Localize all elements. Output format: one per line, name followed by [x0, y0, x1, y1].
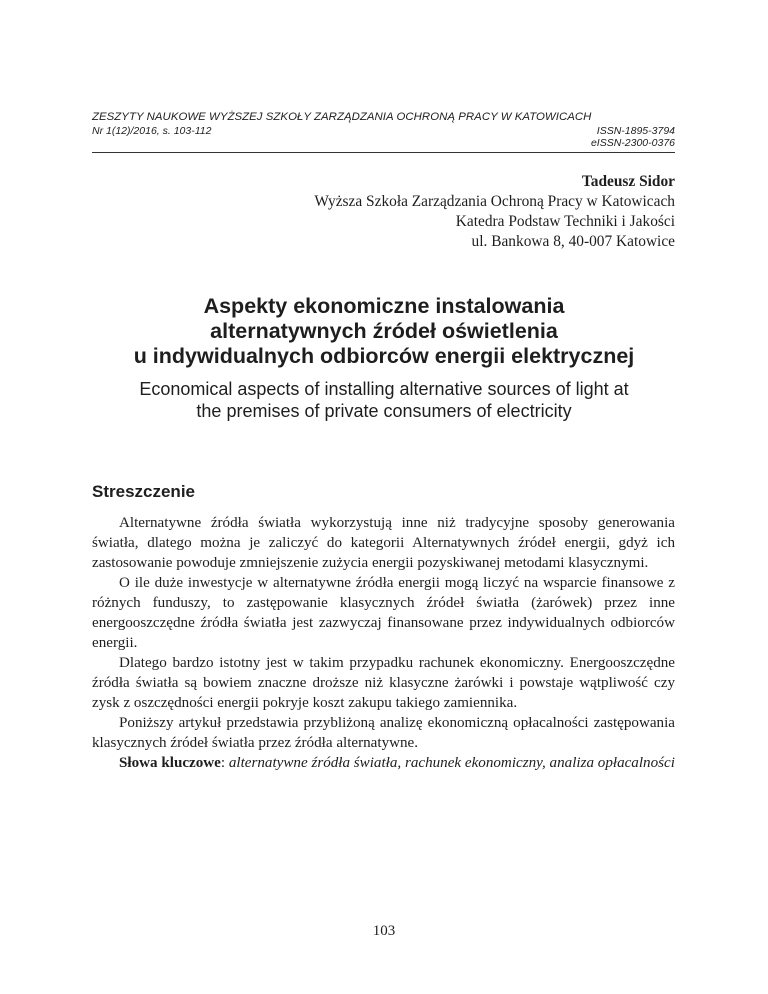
abstract-heading: Streszczenie [92, 482, 195, 501]
issn: ISSN-1895-3794 [596, 125, 675, 137]
abstract-paragraph: Poniższy artykuł przedstawia przybliżoną analizę ekonomiczną opłacalności zastępowania klasycznych źródeł światła przez źródła alternatywne. [92, 715, 675, 751]
header-divider [92, 152, 675, 153]
keywords-separator: : [220, 755, 229, 771]
keywords-text: alternatywne źródła światła, rachunek ekonomiczny, analiza opłacalności [228, 755, 675, 771]
abstract-paragraph: O ile duże inwestycje w alternatywne źródła energii mogą liczyć na wsparcie finansowe z różnych funduszy, to zastępowanie klasycznych źródeł światła (żarówek) przez inne energooszczędne źródła światła jest zazwyczaj finansowane przez indywidualnych odbiorców energii. [92, 575, 675, 651]
abstract-body [92, 513, 675, 773]
keywords-label: Słowa kluczowe [119, 755, 221, 771]
journal-title: ZESZYTY NAUKOWE WYŻSZEJ SZKOŁY ZARZĄDZANIA OCHRONĄ PRACY W KATOWICACH [92, 111, 592, 123]
title-line: Economical aspects of installing alternative sources of light at [139, 379, 629, 399]
page-number: 103 [372, 923, 396, 939]
eissn: eISSN-2300-0376 [590, 137, 675, 149]
title-line: the premises of private consumers of electricity [196, 401, 572, 421]
article-title-english [60, 378, 708, 422]
author-name: Tadeusz Sidor [581, 173, 675, 190]
title-line: alternatywnych źródeł oświetlenia [210, 319, 558, 343]
issue-info: Nr 1(12)/2016, s. 103-112 [92, 125, 212, 137]
title-line: Aspekty ekonomiczne instalowania [203, 294, 565, 318]
title-line: u indywidualnych odbiorców energii elektrycznej [133, 344, 635, 368]
issue-meta-row [92, 125, 675, 137]
author-block [314, 172, 675, 252]
author-affiliation: Wyższa Szkoła Zarządzania Ochroną Pracy w Katowicach [314, 193, 675, 210]
abstract-paragraph: Dlatego bardzo istotny jest w takim przypadku rachunek ekonomiczny. Energooszczędne źródła światła są bowiem znaczne droższe niż klasyczne żarówki i powstaje wątpliwość czy zysk z oszczędności energii pokryje koszt zakupu takiego zamiennika. [92, 655, 675, 711]
author-department: Katedra Podstaw Techniki i Jakości [455, 213, 675, 230]
keywords-line [92, 753, 675, 773]
article-title-polish [60, 294, 708, 369]
abstract-paragraph: Alternatywne źródła światła wykorzystują inne niż tradycyjne sposoby generowania światła, dlatego można je zaliczyć do kategorii Alternatywnych źródeł energii, gdyż ich zastosowanie powoduje zmniejszenie zużycia energii pozyskiwanej metodami klasycznymi. [92, 515, 675, 571]
author-address: ul. Bankowa 8, 40-007 Katowice [471, 233, 675, 250]
journal-header [92, 111, 675, 149]
